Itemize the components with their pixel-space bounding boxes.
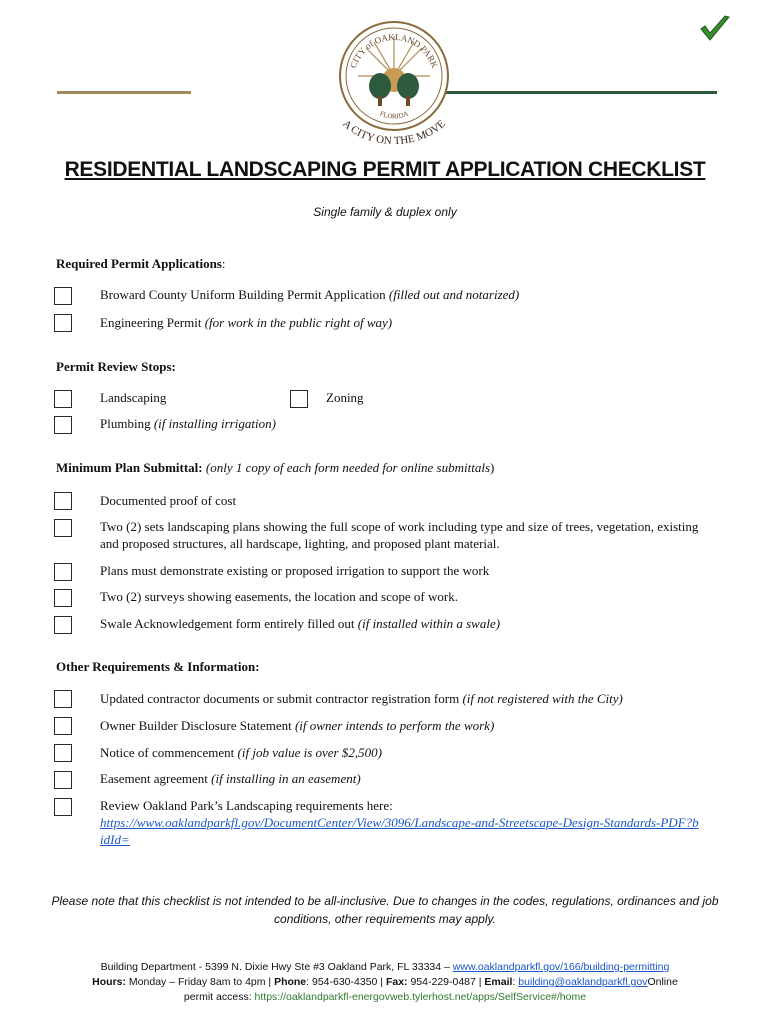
building-permitting-link[interactable]: www.oaklandparkfl.gov/166/building-permitting <box>452 961 670 973</box>
list-item <box>100 286 720 303</box>
section-heading-review: Permit Review Stops: <box>56 359 176 374</box>
checkbox-contractor-docs[interactable] <box>54 690 72 708</box>
checkbox-landscaping-plans[interactable] <box>54 519 72 537</box>
checkmark-icon <box>698 14 732 44</box>
list-item: Zoning <box>326 390 364 405</box>
city-seal-logo <box>330 18 458 146</box>
landscaping-standards-link[interactable]: https://www.oaklandparkfl.gov/DocumentCenter/View/3096/Landscape-and-Streetscape-Design-Standards-PDF?bidId= <box>100 815 699 847</box>
list-item <box>100 690 720 707</box>
footer-line-contact <box>40 976 730 988</box>
checkbox-engineering-permit[interactable] <box>54 314 72 332</box>
footer-address: Building Department - 5399 N. Dixie Hwy Ste #3 Oakland Park, FL 33334 – <box>100 961 453 973</box>
heading-note: (only 1 copy of each form needed for online submittals <box>205 460 491 475</box>
item-text: Engineering Permit <box>100 315 205 330</box>
header-rule-left <box>57 91 191 94</box>
list-item: Two (2) surveys showing easements, the location and scope of work. <box>100 589 458 604</box>
item-text: Plumbing <box>100 416 154 431</box>
item-text: Swale Acknowledgement form entirely filled out <box>100 616 358 631</box>
list-item: Plans must demonstrate existing or proposed irrigation to support the work <box>100 563 490 578</box>
permit-portal-link[interactable]: https://oaklandparkfl-energovweb.tylerhost.net/apps/SelfService#/home <box>254 991 587 1003</box>
fax-text: 954-229-0487 | <box>407 976 485 988</box>
item-note: (if owner intends to perform the work) <box>294 718 495 733</box>
item-text: Notice of commencement <box>100 745 238 760</box>
checkbox-easement[interactable] <box>54 771 72 789</box>
page-title: RESIDENTIAL LANDSCAPING PERMIT APPLICATION CHECKLIST <box>64 158 706 181</box>
footer-line-address <box>40 961 730 973</box>
email-label: Email <box>484 976 513 988</box>
list-item <box>100 770 720 787</box>
item-text: Review Oakland Park’s Landscaping requirements here: <box>100 798 393 813</box>
checkbox-broward-application[interactable] <box>54 287 72 305</box>
checkbox-proof-of-cost[interactable] <box>54 492 72 510</box>
header-rule-right <box>442 91 717 94</box>
item-note: (if job value is over $2,500) <box>237 745 382 760</box>
heading-text: Minimum Plan Submittal: <box>56 460 206 475</box>
seal-motto: A CITY ON THE MOVE <box>340 117 448 146</box>
checkbox-surveys[interactable] <box>54 589 72 607</box>
list-item: Documented proof of cost <box>100 493 237 508</box>
heading-colon: : <box>221 256 226 271</box>
item-note: (if not registered with the City) <box>462 691 623 706</box>
heading-text: Required Permit Applications <box>56 256 222 271</box>
checkbox-swale-form[interactable] <box>54 616 72 634</box>
item-text: Owner Builder Disclosure Statement <box>100 718 295 733</box>
fax-label: Fax: <box>385 976 408 988</box>
permit-access-label: permit access: <box>183 991 255 1003</box>
item-note: (for work in the public right of way) <box>204 315 393 330</box>
list-item: Landscaping <box>100 390 167 405</box>
checkbox-review-requirements[interactable] <box>54 798 72 816</box>
seal-text-bottom: FLORIDA <box>378 109 410 121</box>
phone-text: : 954-630-4350 | <box>306 976 386 988</box>
footer-line-permit-access <box>40 991 730 1003</box>
heading-close: ) <box>490 460 495 475</box>
online-text: Online <box>647 976 678 988</box>
list-item <box>100 415 720 432</box>
item-note: (if installed within a swale) <box>357 616 501 631</box>
checkbox-irrigation[interactable] <box>54 563 72 581</box>
list-item: Two (2) sets landscaping plans showing the full scope of work including type and size of trees, vegetation, existing and proposed structures, all hardscape, lighting, and proposed plant material. <box>100 519 699 551</box>
section-heading-plans <box>56 460 494 476</box>
email-link[interactable]: building@oaklandparkfl.gov <box>518 976 648 988</box>
phone-label: Phone <box>274 976 307 988</box>
checkbox-notice-commencement[interactable] <box>54 744 72 762</box>
list-item <box>100 744 720 761</box>
list-item <box>100 615 720 632</box>
item-text: Updated contractor documents or submit contractor registration form <box>100 691 463 706</box>
item-note: (if installing in an easement) <box>211 771 361 786</box>
email-sep: : <box>512 976 519 988</box>
section-heading-other: Other Requirements & Information: <box>56 659 260 674</box>
item-text: Broward County Uniform Building Permit Application <box>100 287 389 302</box>
list-item <box>100 797 710 848</box>
item-text: Easement agreement <box>100 771 212 786</box>
checkbox-zoning[interactable] <box>290 390 308 408</box>
item-note: (filled out and notarized) <box>388 287 520 302</box>
item-note: (if installing irrigation) <box>153 416 276 431</box>
hours-label: Hours: <box>92 976 127 988</box>
list-item <box>100 717 720 734</box>
checkbox-owner-builder[interactable] <box>54 717 72 735</box>
list-item <box>100 314 720 331</box>
disclaimer-note: Please note that this checklist is not intended to be all-inclusive. Due to changes in the codes, regulations, ordinances and job conditions, other requirements may apply. <box>51 894 719 926</box>
page-subtitle: Single family & duplex only <box>313 205 457 219</box>
seal-text-top: CITY of OAKLAND PARK <box>348 31 440 70</box>
hours-text: Monday – Friday 8am to 4pm | <box>126 976 275 988</box>
checkbox-landscaping[interactable] <box>54 390 72 408</box>
section-heading-applications <box>56 256 226 272</box>
checkbox-plumbing[interactable] <box>54 416 72 434</box>
